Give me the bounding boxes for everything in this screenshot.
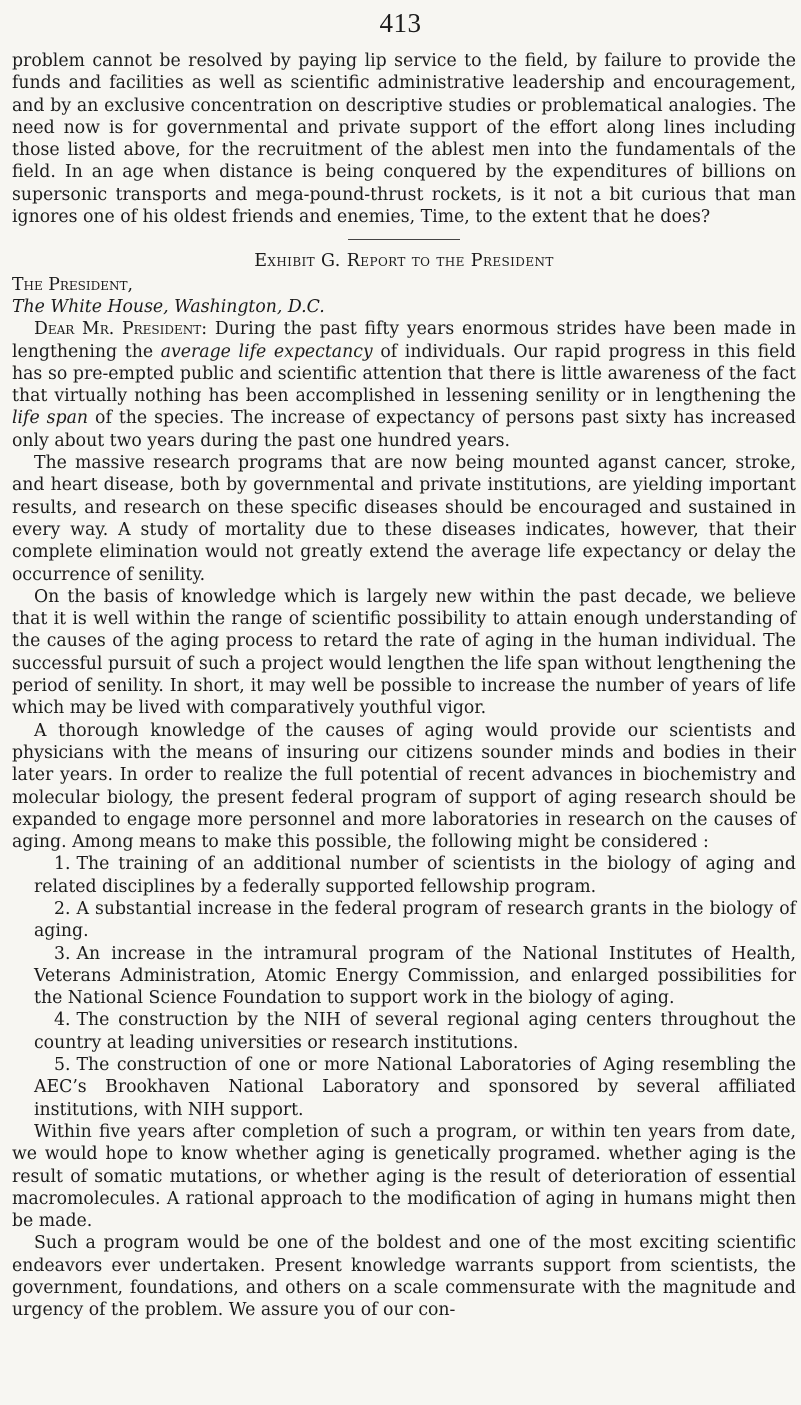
list-item-text: An increase in the intramural program of the National Institutes of Health, Veterans Administration, Atomic Energy Commission, and enlarged possibilities for the National Science Foundation to support work in the biology of aging.	[34, 943, 796, 1009]
paragraph-1-part-1: During the past fifty years enormous strides have been made in lengthening the	[12, 319, 796, 362]
paragraph-1-part-3: of the species. The increase of expectancy of persons past sixty has increased only about two years during the past one hundred years.	[12, 408, 796, 451]
paragraph-3: On the basis of knowledge which is largely new within the past decade, we believe that it is well within the range of scientific possibility to attain enough understanding of the causes of the aging process to retard the rate of aging in the human individual. The successful pursuit of such a project would lengthen the life span without lengthening the period of senility. In short, it may well be possible to increase the number of years of life which may be lived with comparatively youthful vigor.	[12, 586, 796, 719]
list-item-text: The construction by the NIH of several regional aging centers throughout the country at leading universities or research institutions.	[34, 1010, 796, 1053]
list-item	[12, 1054, 796, 1121]
intro-paragraph: problem cannot be resolved by paying lip service to the field, by failure to provide the funds and facilities as well as scientific administrative leadership and encouragement, and by an exclusive concentration on descriptive studies or problematical analogies. The need now is for governmental and private support of the effort along lines including those listed above, for the recruitment of the ablest men into the fundamentals of the field. In an age when distance is being conquered by the expenditures of billions on supersonic transports and mega-pound-thrust rockets, is it not a bit curious that man ignores one of his oldest friends and enemies, Time, to the extent that he does?	[12, 51, 796, 228]
list-item-text: The construction of one or more National Laboratories of Aging resembling the AEC’s Brookhaven National Laboratory and sponsored by several affiliated institutions, with NIH support.	[34, 1055, 796, 1120]
list-item-number: 4.	[54, 1010, 71, 1031]
address: The White House, Washington, D.C.	[12, 296, 325, 317]
list-item	[12, 1009, 796, 1054]
list-item-number: 3.	[54, 943, 71, 964]
paragraph-1-italic-2: life span	[12, 408, 89, 429]
paragraph-6: Such a program would be one of the boldest and one of the most exciting scientific endeavors ever undertaken. Present knowledge warrants support from scientists, the government, foundations, and others on a scale commensurate with the magnitude and urgency of the problem. We assure you of our con-	[12, 1233, 796, 1321]
exhibit-title: Exhibit G. Report to the President	[254, 251, 554, 272]
page-body	[12, 50, 796, 1322]
list-item	[12, 853, 796, 898]
list-item-number: 1.	[54, 854, 71, 875]
paragraph-4: A thorough knowledge of the causes of aging would provide our scientists and physicians with the means of insuring our citizens sounder minds and bodies in their later years. In order to realize the full potential of recent advances in biochemistry and molecular biology, the present federal program of support of aging research should be expanded to engage more personnel and more laboratories in research on the causes of aging. Among means to make this possible, the following might be considered :	[12, 720, 796, 853]
paragraph-1-part-2: of individuals. Our rapid progress in this field has so pre-empted public and scientific attention that there is little awareness of the fact that virtually nothing has been accomplished in lessening senility or in lengthening the	[12, 341, 796, 407]
section-divider	[348, 239, 460, 240]
list-item	[12, 943, 796, 1010]
list-item-text: The training of an additional number of scientists in the biology of aging and related disciplines by a federally supported fellowship program.	[34, 854, 796, 897]
page-number: 413	[379, 8, 422, 38]
salutation: Dear Mr. President:	[34, 319, 208, 340]
list-item-text: A substantial increase in the federal program of research grants in the biology of aging.	[34, 898, 796, 942]
paragraph-5: Within five years after completion of such a program, or within ten years from date, we would hope to know whether aging is genetically programed. whether aging is the result of somatic mutations, or whether aging is the result of deterioration of essential macromolecules. A rational approach to the modification of aging in humans might then be made.	[12, 1121, 796, 1232]
list-item-number: 2.	[54, 898, 71, 919]
paragraph-1	[12, 318, 796, 452]
paragraph-2: The massive research programs that are now being mounted aganst cancer, stroke, and heart disease, both by governmental and private institutions, are yielding important results, and research on these specific diseases should be encouraged and sustained in every way. A study of mortality due to these diseases indicates, however, that their complete elimination would not greatly extend the average life expectancy or delay the occurrence of senility.	[12, 453, 796, 585]
list-item-number: 5.	[54, 1055, 71, 1076]
list-item	[12, 898, 796, 943]
paragraph-1-italic-1: average life expectancy	[160, 341, 373, 362]
recipient: The President,	[12, 274, 134, 295]
